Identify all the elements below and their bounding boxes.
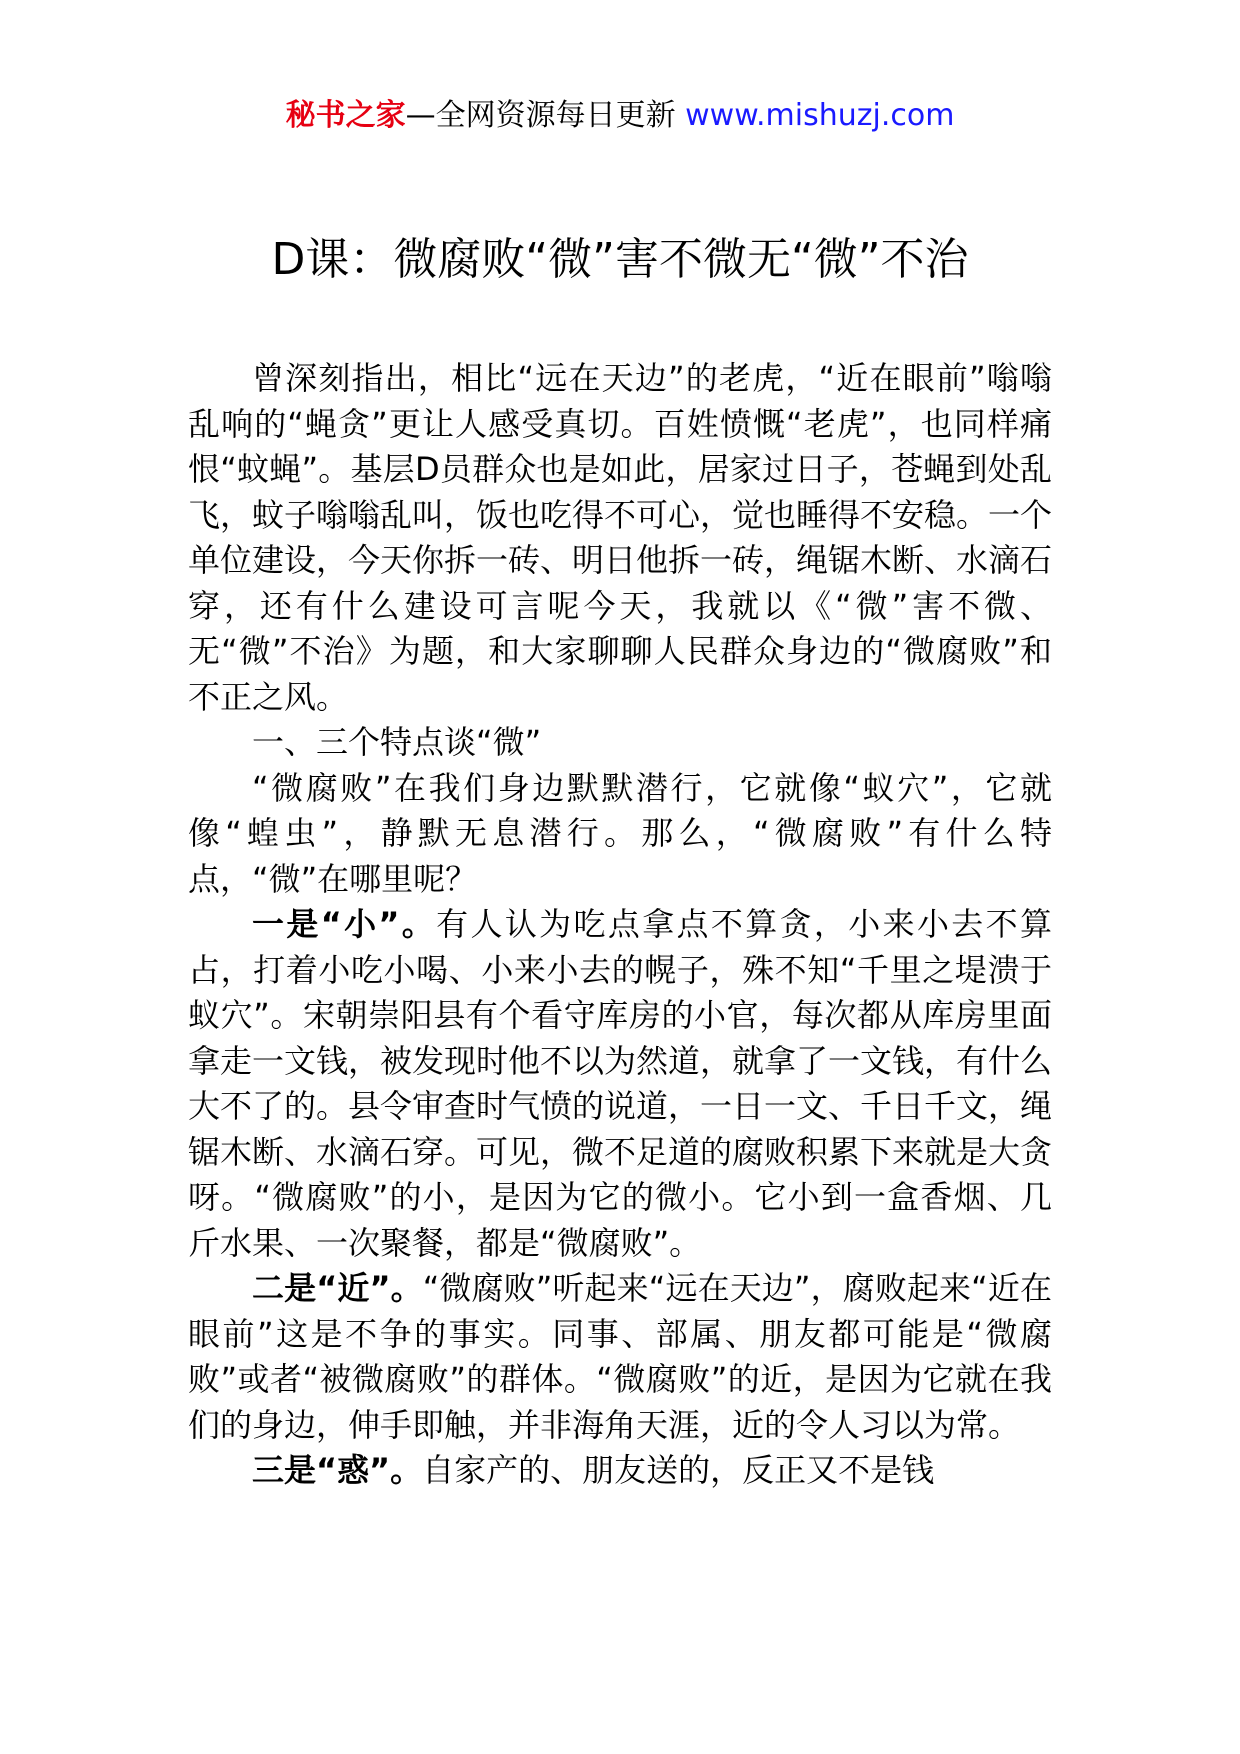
point-three-lead: 三是“惑”。 xyxy=(252,1451,423,1489)
document-body xyxy=(188,356,1052,1494)
site-url-link[interactable]: www.mishuzj.com xyxy=(685,98,955,133)
document-title: D课：微腐败“微”害不微无“微”不治 xyxy=(271,234,969,285)
point-one-paragraph xyxy=(188,902,1052,1266)
point-one-text: 有人认为吃点拿点不算贪，小来小去不算占，打着小吃小喝、小来小去的幌子，殊不知“千里之堤溃于蚁穴”。宋朝崇阳县有个看守库房的小官，每次都从库房里面拿走一文钱，被发现时他不以为然道，就拿了一文钱，有什么大不了的。县令审查时气愤的说道，一日一文、千日千文，绳锯木断、水滴石穿。可见，微不足道的腐败积累下来就是大贪呀。“微腐败”的小，是因为它的微小。它小到一盒香烟、几斤水果、一次聚餐，都是“微腐败”。 xyxy=(188,905,1053,1262)
point-three-paragraph xyxy=(188,1448,1052,1494)
intro-paragraph: 曾深刻指出，相比“远在天边”的老虎，“近在眼前”嗡嗡乱响的“蝇贪”更让人感受真切。百姓愤慨“老虎”，也同样痛恨“蚊蝇”。基层D员群众也是如此，居家过日子，苍蝇到处乱飞，蚊子嗡嗡乱叫，饭也吃得不可心，觉也睡得不安稳。一个单位建设，今天你拆一砖、明日他拆一砖，绳锯木断、水滴石穿，还有什么建设可言呢今天，我就以《“微”害不微、无“微”不治》为题，和大家聊聊人民群众身边的“微腐败”和不正之风。 xyxy=(188,359,1053,716)
point-two-lead: 二是“近”。 xyxy=(252,1269,423,1307)
section-intro-paragraph: “微腐败”在我们身边默默潜行，它就像“蚁穴”，它就像“蝗虫”，静默无息潜行。那么，“微腐败”有什么特点，“微”在哪里呢？ xyxy=(188,768,1052,898)
site-tagline: —全网资源每日更新 xyxy=(405,98,686,133)
page-header xyxy=(0,96,1240,136)
site-name: 秘书之家 xyxy=(285,98,406,133)
point-one-lead: 一是“小”。 xyxy=(252,905,437,943)
point-three-text: 自家产的、朋友送的，反正又不是钱 xyxy=(422,1451,935,1489)
point-two-text: “微腐败”听起来“远在天边”，腐败起来“近在眼前”这是不争的事实。同事、部属、朋友都可能是“微腐败”或者“被微腐败”的群体。“微腐败”的近，是因为它就在我们的身边，伸手即触，并非海角天涯，近的令人习以为常。 xyxy=(188,1269,1052,1444)
point-two-paragraph xyxy=(188,1266,1052,1448)
section-heading: 一、三个特点谈“微” xyxy=(252,723,542,761)
